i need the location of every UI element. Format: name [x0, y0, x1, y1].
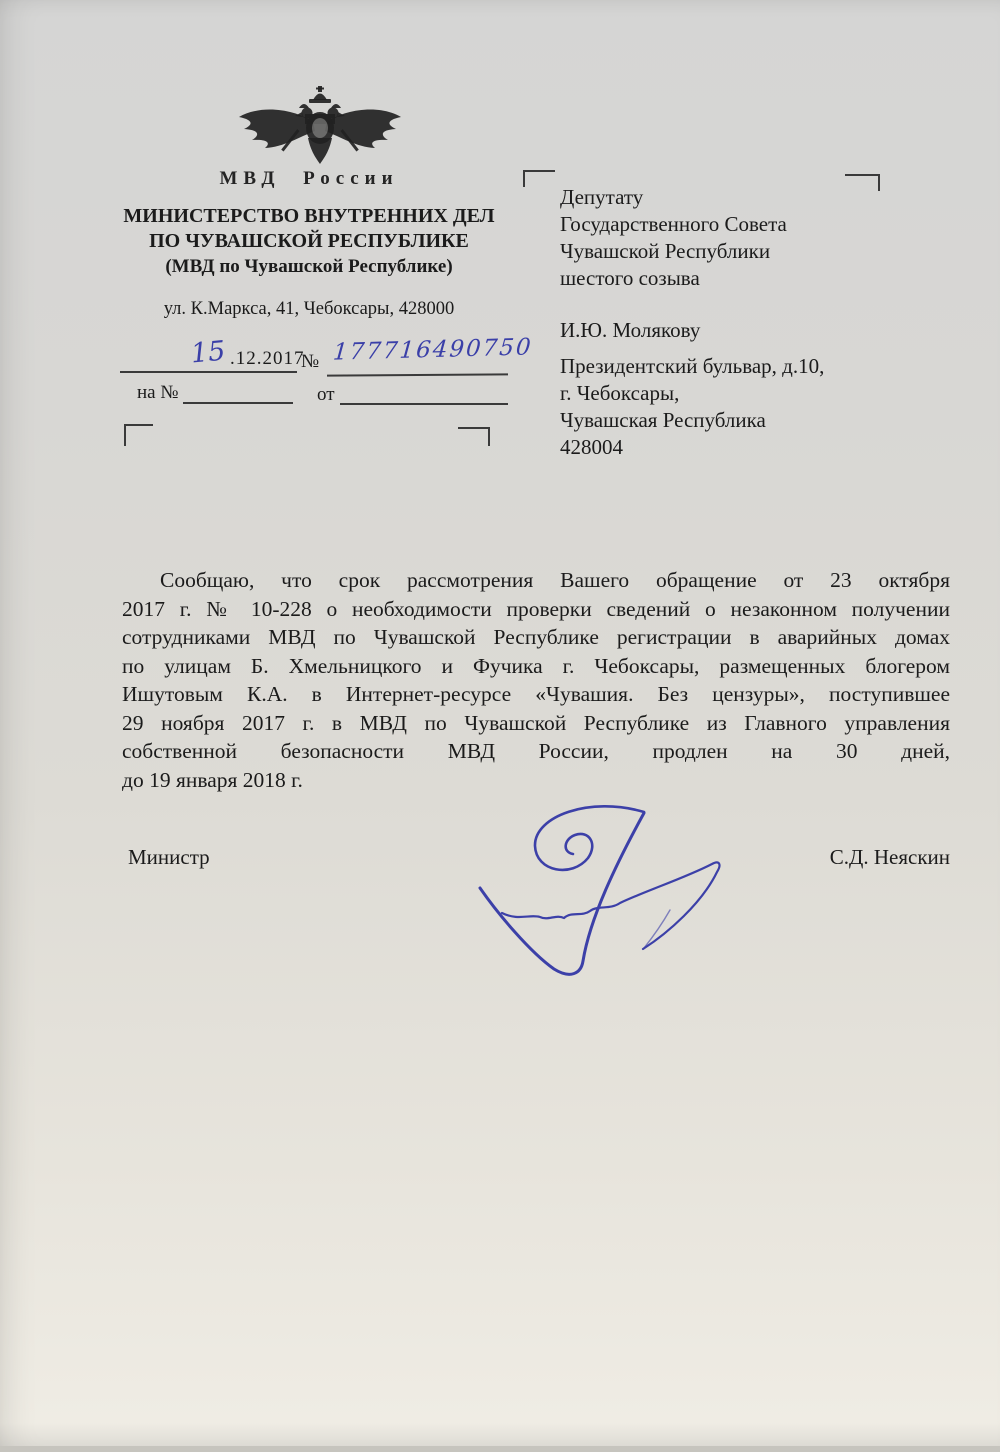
body-line: Ишутовым К.А. в Интернет-ресурсе «Чувашия. Без цензуры», поступившее: [122, 682, 950, 706]
body-line: до 19 января 2018 г.: [122, 767, 303, 792]
body-line: 2017 г. № 10-228 о необходимости проверки сведений о незаконном получении: [122, 596, 950, 621]
number-blank-line: [327, 373, 508, 376]
body-paragraph: [122, 566, 950, 794]
org-name-line-1: МИНИСТЕРСТВО ВНУТРЕННИХ ДЕЛ: [123, 205, 495, 227]
recipient-address-line: Президентский бульвар, д.10,: [560, 354, 825, 378]
body-line: по улицам Б. Хмельницкого и Фучика г. Чебоксары, размещенных блогером: [122, 653, 950, 678]
org-address: ул. К.Маркса, 41, Чебоксары, 428000: [163, 299, 455, 319]
recipient-address-line: 428004: [560, 435, 623, 459]
body-line: Сообщаю, что срок рассмотрения Вашего обращение от 23 октября: [160, 568, 950, 592]
body-line: сотрудниками МВД по Чувашской Республике регистрации в аварийных домах: [122, 625, 950, 649]
emblem-caption: МВД России: [219, 168, 399, 189]
scan-bottom-edge: [0, 1446, 1000, 1452]
org-name-line-2: ПО ЧУВАШСКОЙ РЕСПУБЛИКЕ: [149, 230, 469, 252]
stamp-corner-mark-left: [124, 424, 153, 446]
recipient-corner-mark-left: [523, 170, 555, 187]
body-line: собственной безопасности МВД России, продлен на 30 дней,: [122, 739, 950, 763]
body-line: 29 ноября 2017 г. в МВД по Чувашской Республике из Главного управления: [122, 710, 950, 735]
number-sign: №: [301, 351, 320, 372]
recipient-line: Депутату: [560, 185, 644, 209]
date-blank-line: [120, 371, 297, 373]
signer-title: Министр: [128, 845, 210, 869]
ref-number-label: на №: [137, 382, 179, 403]
ref-number-blank-line: [183, 402, 293, 404]
recipient-address-line: Чувашская Республика: [560, 408, 766, 432]
org-name-line-3: (МВД по Чувашской Республике): [165, 256, 453, 277]
ref-from-label: от: [317, 384, 335, 405]
recipient-line: Чувашской Республики: [560, 239, 771, 263]
signer-name: С.Д. Неяскин: [829, 845, 950, 869]
stamp-corner-mark-right: [458, 427, 490, 446]
mvd-eagle-emblem-icon: [237, 86, 403, 166]
recipient-name: И.Ю. Молякову: [560, 318, 701, 342]
date-printed: .12.2017: [230, 348, 305, 369]
recipient-line: шестого созыва: [560, 266, 700, 290]
recipient-line: Государственного Совета: [560, 212, 787, 236]
handwritten-registration-number: 177716490750: [332, 334, 534, 366]
recipient-address-line: г. Чебоксары,: [560, 381, 680, 405]
recipient-block: [560, 184, 920, 461]
ref-from-blank-line: [340, 403, 508, 405]
signature-autograph: [440, 790, 760, 1010]
handwritten-day: 15: [189, 335, 227, 370]
